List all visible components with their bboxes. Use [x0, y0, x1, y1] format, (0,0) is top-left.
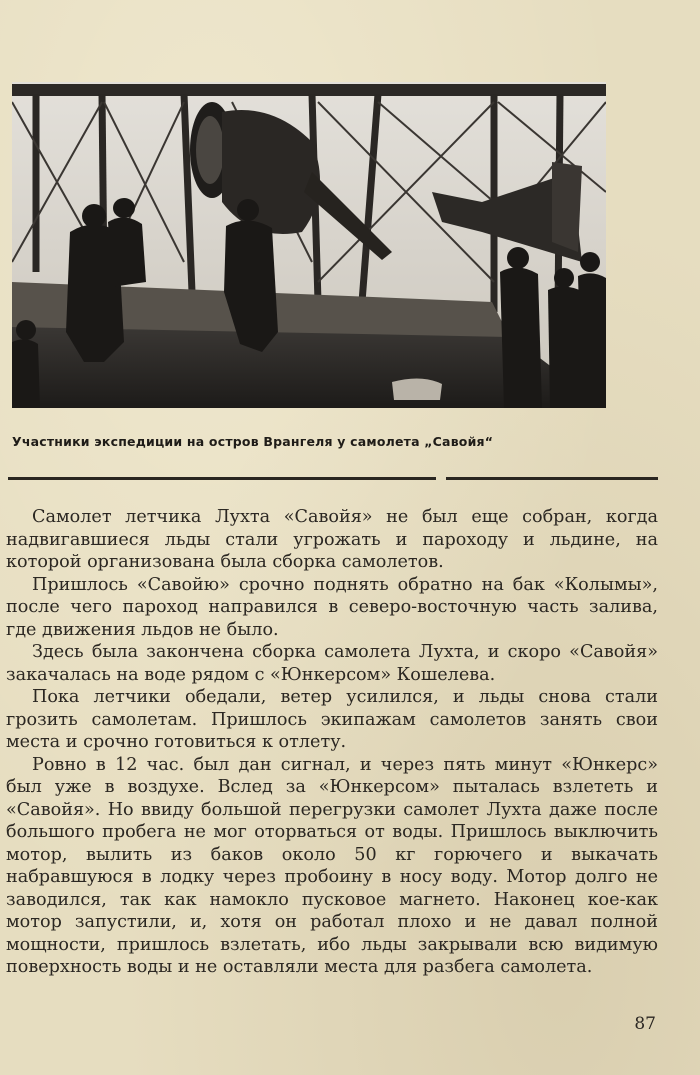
- page-number: 87: [634, 1014, 656, 1034]
- divider-left: [8, 477, 436, 480]
- paragraph: Здесь была закончена сборка самолета Лухта, и скоро «Савойя» закачалась на воде рядом с «Юнкерсом» Кошелева.: [6, 642, 658, 685]
- paragraph: Пришлось «Савойю» срочно поднять обратно на бак «Колымы», после чего пароход направился в северо-восточную часть залива, где движения льдов не было.: [6, 574, 658, 640]
- photo-biplane-icon: [12, 82, 606, 408]
- paragraph: Пока летчики обедали, ветер усилился, и льды снова стали грозить самолетам. Пришлось экипажам самолетов занять свои места и срочно готовиться к отлету.: [6, 687, 658, 752]
- divider-right: [446, 477, 658, 480]
- paragraph: Самолет летчика Лухта «Савойя» не был еще собран, когда надвигавшиеся льды стали угрожать и пароходу и льдине, на которой организована была сборка самолетов.: [6, 507, 658, 572]
- expedition-photo: [12, 82, 606, 408]
- body-text: [6, 506, 658, 979]
- photo-caption: Участники экспедиции на остров Врангеля у самолета „Савойя“: [12, 434, 494, 449]
- paragraph: Ровно в 12 час. был дан сигнал, и через пять минут «Юнкерс» был уже в воздухе. Вслед за «Юнкерсом» пыталась взлететь и «Савойя». Но ввиду большой перегрузки самолет Лухта даже после большого пробега не мог оторваться от воды. Пришлось выключить мотор, вылить из баков около 50 кг горючего и выкачать набравшуюся в лодку через пробоину в носу воду. Мотор долго не заводился, так как намокло пусковое магнето. Наконец кое-как мотор запустили, и, хотя он работал плохо и не давал полной мощности, пришлось взлетать, ибо льды закрывали всю видимую поверхность воды и не оставляли места для разбега самолета.: [6, 754, 658, 977]
